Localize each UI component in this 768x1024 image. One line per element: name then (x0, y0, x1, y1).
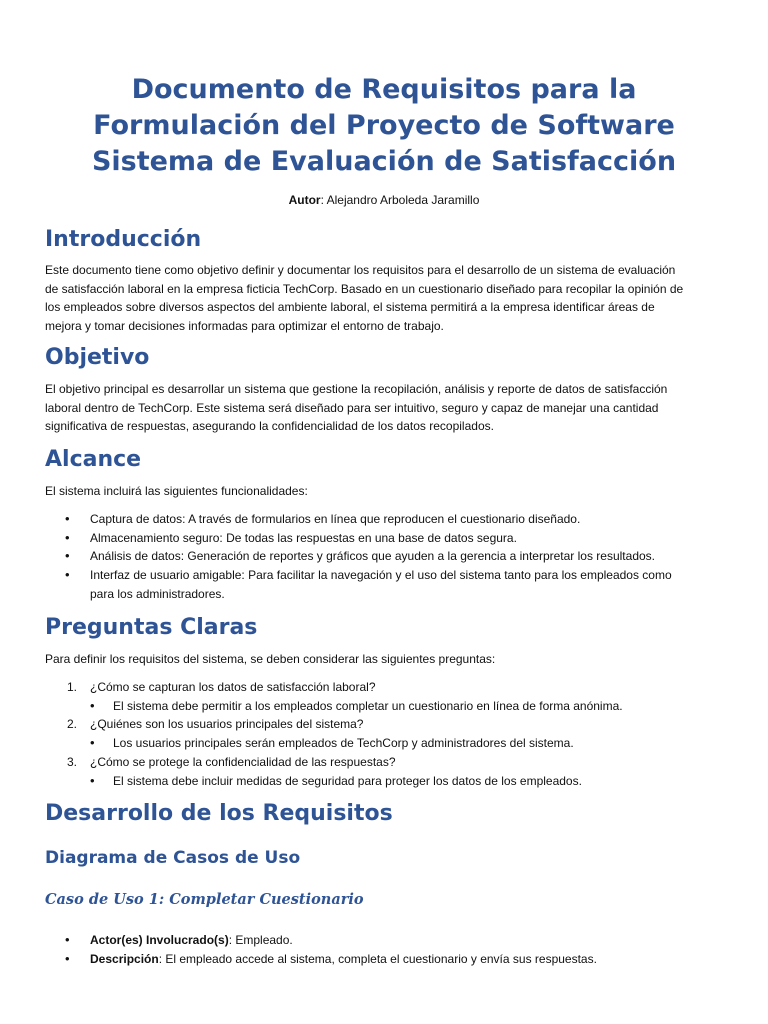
author-line (0, 193, 768, 207)
heading-preguntas-claras: Preguntas Claras (45, 615, 258, 640)
title-line-2: Formulación del Proyecto de Software (93, 110, 675, 141)
list-item: • Los usuarios principales serán empleados de TechCorp y administradores del sistema. (45, 734, 725, 753)
objetivo-line: significativa de respuestas, asegurando la confidencialidad de los datos recopilados. (45, 419, 494, 434)
document-title (40, 72, 728, 180)
title-line-3: Sistema de Evaluación de Satisfacción (91, 146, 677, 177)
intro-line: de satisfacción laboral en la empresa ficticia TechCorp. Basado en un cuestionario diseñado para recopilar la opinión de (45, 281, 684, 296)
intro-line: los empleados sobre diversos aspectos del ambiente laboral, el sistema permitirá a la empresa identificar áreas de (45, 300, 655, 315)
bullet-icon: • (65, 932, 70, 947)
objetivo-line: El objetivo principal es desarrollar un sistema que gestione la recopilación, análisis y reporte de datos de satisfacción (45, 382, 668, 396)
bullet-icon: • (65, 511, 70, 526)
list-item: • Almacenamiento seguro: De todas las respuestas en una base de datos segura. (45, 529, 725, 548)
bullet-icon: • (65, 950, 70, 966)
intro-line: mejora y tomar decisiones informadas para optimizar el entorno de trabajo. (45, 319, 444, 334)
bullet-icon: • (65, 529, 70, 545)
preguntas-list (45, 678, 725, 790)
objetivo-line: laboral dentro de TechCorp. Este sistema será diseñado para ser intuitivo, seguro y capaz de manejar una cantidad (45, 400, 659, 415)
bullet-icon: • (90, 697, 95, 713)
heading-caso-uso-1: Caso de Uso 1: Completar Cuestionario (45, 891, 364, 908)
objetivo-paragraph (45, 380, 725, 436)
author-name: : Alejandro Arboleda Jaramillo (320, 193, 480, 207)
author-label: Autor (288, 193, 321, 207)
bullet-icon: • (65, 567, 70, 583)
alcance-intro: El sistema incluirá las siguientes funcionalidades: (45, 484, 308, 498)
list-item: 1. ¿Cómo se capturan los datos de satisfacción laboral? (67, 680, 376, 694)
heading-alcance: Alcance (45, 447, 142, 472)
intro-line: Este documento tiene como objetivo definir y documentar los requisitos para el desarrollo de un sistema de evaluación (45, 263, 676, 277)
list-item: • Captura de datos: A través de formularios en línea que reproducen el cuestionario diseñado. (45, 510, 725, 529)
bullet-icon: • (90, 772, 95, 788)
heading-introduccion: Introducción (45, 227, 202, 252)
list-item: 2. ¿Quiénes son los usuarios principales del sistema? (67, 717, 364, 732)
heading-diagrama-casos-uso: Diagrama de Casos de Uso (45, 848, 301, 868)
list-item: • Descripción: El empleado accede al sistema, completa el cuestionario y envía sus respuestas. (45, 950, 725, 969)
list-item: • Interfaz de usuario amigable: Para facilitar la navegación y el uso del sistema tanto para los empleados como para los administradores. (65, 567, 672, 601)
bullet-icon: • (90, 735, 95, 751)
bullet-icon: • (65, 548, 70, 564)
title-line-1: Documento de Requisitos para la (131, 74, 637, 105)
heading-desarrollo: Desarrollo de los Requisitos (45, 801, 393, 826)
preguntas-intro: Para definir los requisitos del sistema, se deben considerar las siguientes preguntas: (45, 652, 496, 666)
list-item: • El sistema debe incluir medidas de seguridad para proteger los datos de los empleados. (45, 772, 725, 791)
list-item: 3. ¿Cómo se protege la confidencialidad de las respuestas? (67, 754, 396, 769)
list-item: • Actor(es) Involucrado(s): Empleado. (45, 931, 725, 950)
list-item: • Análisis de datos: Generación de reportes y gráficos que ayuden a la gerencia a interpretar los resultados. (45, 547, 725, 566)
caso-uso-list (45, 931, 725, 968)
list-item: • El sistema debe permitir a los empleados completar un cuestionario en línea de forma anónima. (45, 697, 725, 716)
intro-paragraph (45, 261, 725, 336)
heading-objetivo: Objetivo (45, 345, 150, 370)
alcance-list (45, 510, 725, 604)
